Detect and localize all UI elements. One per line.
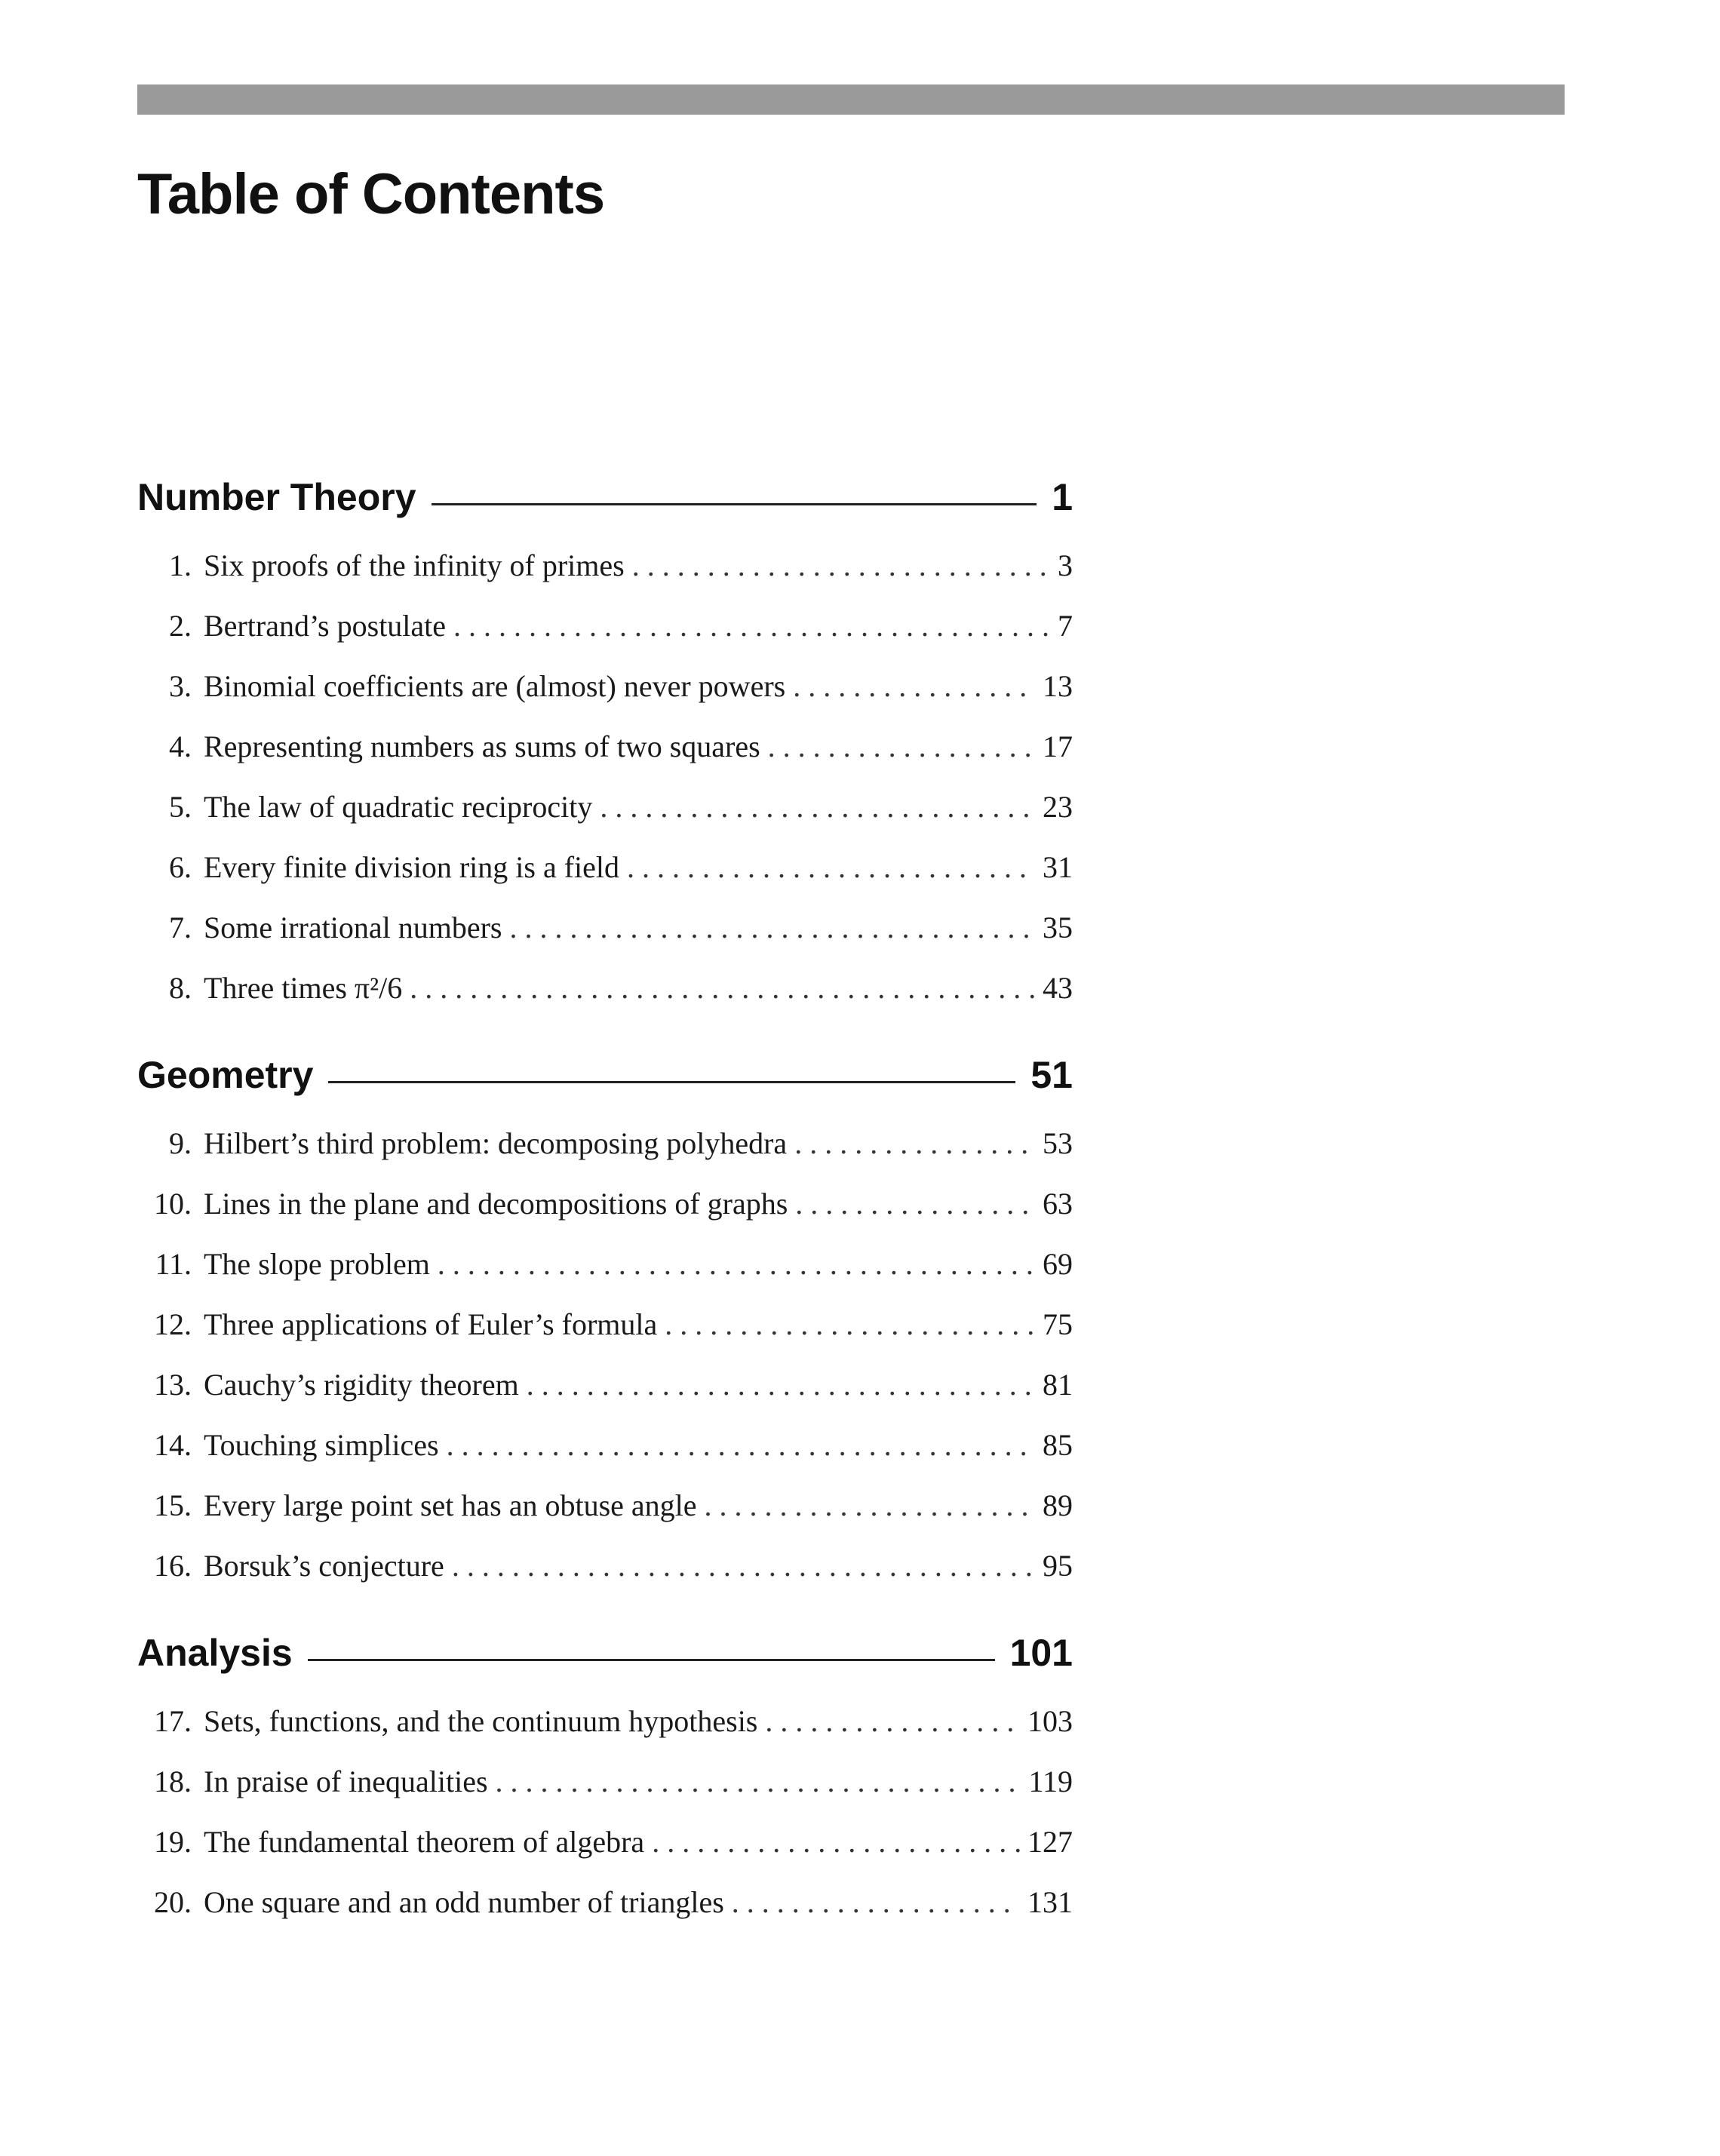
chapter-entry[interactable] [137, 910, 1073, 970]
dot-leader [768, 729, 1035, 764]
chapter-entry[interactable] [137, 608, 1073, 668]
chapter-entry[interactable] [137, 548, 1073, 608]
chapter-title: Some irrational numbers [204, 911, 502, 944]
chapter-title: Every finite division ring is a field [204, 850, 619, 884]
chapter-entry[interactable] [137, 1824, 1073, 1884]
chapter-entry[interactable] [137, 1246, 1073, 1307]
chapter-title: Sets, functions, and the continuum hypothesis [204, 1704, 758, 1738]
chapter-number: 18. [154, 1764, 192, 1798]
chapter-number: 14. [154, 1428, 192, 1462]
chapter-number: 20. [154, 1885, 192, 1919]
table-of-contents [137, 475, 1073, 1945]
chapter-number: 7. [169, 911, 192, 944]
chapter-number: 5. [169, 790, 192, 824]
chapter-entry[interactable] [137, 1703, 1073, 1764]
chapter-entry[interactable] [137, 1126, 1073, 1186]
chapter-entry[interactable] [137, 1764, 1073, 1824]
chapter-page-number: 119 [1028, 1764, 1073, 1798]
part-rule [432, 503, 1037, 505]
chapter-title: One square and an odd number of triangles [204, 1885, 724, 1919]
chapter-page-number: 3 [1058, 548, 1073, 582]
chapter-number: 12. [154, 1307, 192, 1341]
chapter-page-number: 23 [1043, 790, 1073, 824]
chapter-entry[interactable] [137, 668, 1073, 729]
chapter-title: Hilbert’s third problem: decomposing polyhedra [204, 1126, 788, 1160]
chapter-entry[interactable] [137, 1186, 1073, 1246]
chapter-title: Lines in the plane and decompositions of graphs [204, 1187, 788, 1221]
chapter-page-number: 95 [1043, 1549, 1073, 1583]
dot-leader [496, 1764, 1021, 1799]
part-heading[interactable] [137, 1631, 1073, 1691]
part-page-number: 51 [1030, 1054, 1073, 1096]
dot-leader [705, 1488, 1035, 1523]
chapter-page-number: 7 [1058, 609, 1073, 643]
dot-leader [410, 970, 1035, 1006]
part-title: Analysis [137, 1632, 293, 1674]
chapter-page-number: 127 [1027, 1825, 1073, 1859]
chapter-title: Borsuk’s conjecture [204, 1549, 444, 1583]
chapter-number: 4. [169, 729, 192, 763]
chapter-page-number: 13 [1043, 669, 1073, 703]
chapter-title: Touching simplices [204, 1428, 439, 1462]
dot-leader [447, 1427, 1035, 1463]
header-rule-bar [137, 84, 1565, 115]
chapter-title: Bertrand’s postulate [204, 609, 447, 643]
chapter-number: 11. [155, 1247, 192, 1281]
chapter-list [137, 1126, 1073, 1608]
dot-leader [527, 1367, 1035, 1402]
dot-leader [765, 1703, 1020, 1739]
chapter-number: 17. [154, 1704, 192, 1738]
part-page-number: 1 [1052, 476, 1073, 518]
dot-leader [632, 548, 1050, 583]
chapter-title: Six proofs of the infinity of primes [204, 548, 625, 582]
chapter-title: The fundamental theorem of algebra [204, 1825, 645, 1859]
part-page-number: 101 [1009, 1632, 1073, 1674]
chapter-page-number: 35 [1043, 911, 1073, 944]
chapter-number: 3. [169, 669, 192, 703]
chapter-title: In praise of inequalities [204, 1764, 488, 1798]
dot-leader [600, 789, 1035, 825]
part-title: Number Theory [137, 476, 416, 518]
chapter-number: 2. [169, 609, 192, 643]
chapter-entry[interactable] [137, 1548, 1073, 1608]
chapter-list [137, 548, 1073, 1030]
chapter-entry[interactable] [137, 970, 1073, 1030]
dot-leader [795, 1186, 1035, 1221]
chapter-number: 6. [169, 850, 192, 884]
chapter-page-number: 103 [1027, 1704, 1073, 1738]
chapter-entry[interactable] [137, 1427, 1073, 1488]
chapter-page-number: 53 [1043, 1126, 1073, 1160]
chapter-title: Three applications of Euler’s formula [204, 1307, 658, 1341]
dot-leader [509, 910, 1035, 945]
part-rule [308, 1659, 995, 1661]
dot-leader [665, 1307, 1035, 1342]
chapter-page-number: 85 [1043, 1428, 1073, 1462]
dot-leader [438, 1246, 1035, 1282]
chapter-page-number: 43 [1043, 971, 1073, 1005]
dot-leader [452, 1548, 1035, 1583]
chapter-entry[interactable] [137, 849, 1073, 910]
chapter-title: The slope problem [204, 1247, 430, 1281]
dot-leader [732, 1884, 1020, 1920]
chapter-entry[interactable] [137, 789, 1073, 849]
chapter-entry[interactable] [137, 1367, 1073, 1427]
chapter-page-number: 69 [1043, 1247, 1073, 1281]
chapter-page-number: 75 [1043, 1307, 1073, 1341]
chapter-list [137, 1703, 1073, 1945]
chapter-page-number: 17 [1043, 729, 1073, 763]
dot-leader [793, 668, 1035, 704]
part-title: Geometry [137, 1054, 314, 1096]
chapter-title: Cauchy’s rigidity theorem [204, 1368, 519, 1402]
chapter-number: 15. [154, 1488, 192, 1522]
chapter-entry[interactable] [137, 1884, 1073, 1945]
chapter-number: 9. [169, 1126, 192, 1160]
chapter-entry[interactable] [137, 1488, 1073, 1548]
dot-leader [652, 1824, 1020, 1860]
part-rule [328, 1081, 1015, 1083]
part-heading[interactable] [137, 1053, 1073, 1113]
chapter-number: 10. [154, 1187, 192, 1221]
chapter-number: 16. [154, 1549, 192, 1583]
chapter-number: 8. [169, 971, 192, 1005]
chapter-page-number: 89 [1043, 1488, 1073, 1522]
chapter-title: Three times π²/6 [204, 971, 403, 1005]
dot-leader [794, 1126, 1035, 1161]
chapter-number: 19. [154, 1825, 192, 1859]
dot-leader [627, 849, 1035, 885]
chapter-number: 1. [169, 548, 192, 582]
chapter-title: Every large point set has an obtuse angle [204, 1488, 697, 1522]
page-title: Table of Contents [137, 162, 605, 226]
chapter-page-number: 81 [1043, 1368, 1073, 1402]
chapter-page-number: 131 [1027, 1885, 1073, 1919]
chapter-entry[interactable] [137, 1307, 1073, 1367]
part-heading[interactable] [137, 475, 1073, 536]
chapter-page-number: 31 [1043, 850, 1073, 884]
chapter-title: Representing numbers as sums of two squares [204, 729, 760, 763]
chapter-page-number: 63 [1043, 1187, 1073, 1221]
dot-leader [453, 608, 1050, 643]
chapter-entry[interactable] [137, 729, 1073, 789]
chapter-title: The law of quadratic reciprocity [204, 790, 593, 824]
chapter-title: Binomial coefficients are (almost) never powers [204, 669, 786, 703]
chapter-number: 13. [154, 1368, 192, 1402]
